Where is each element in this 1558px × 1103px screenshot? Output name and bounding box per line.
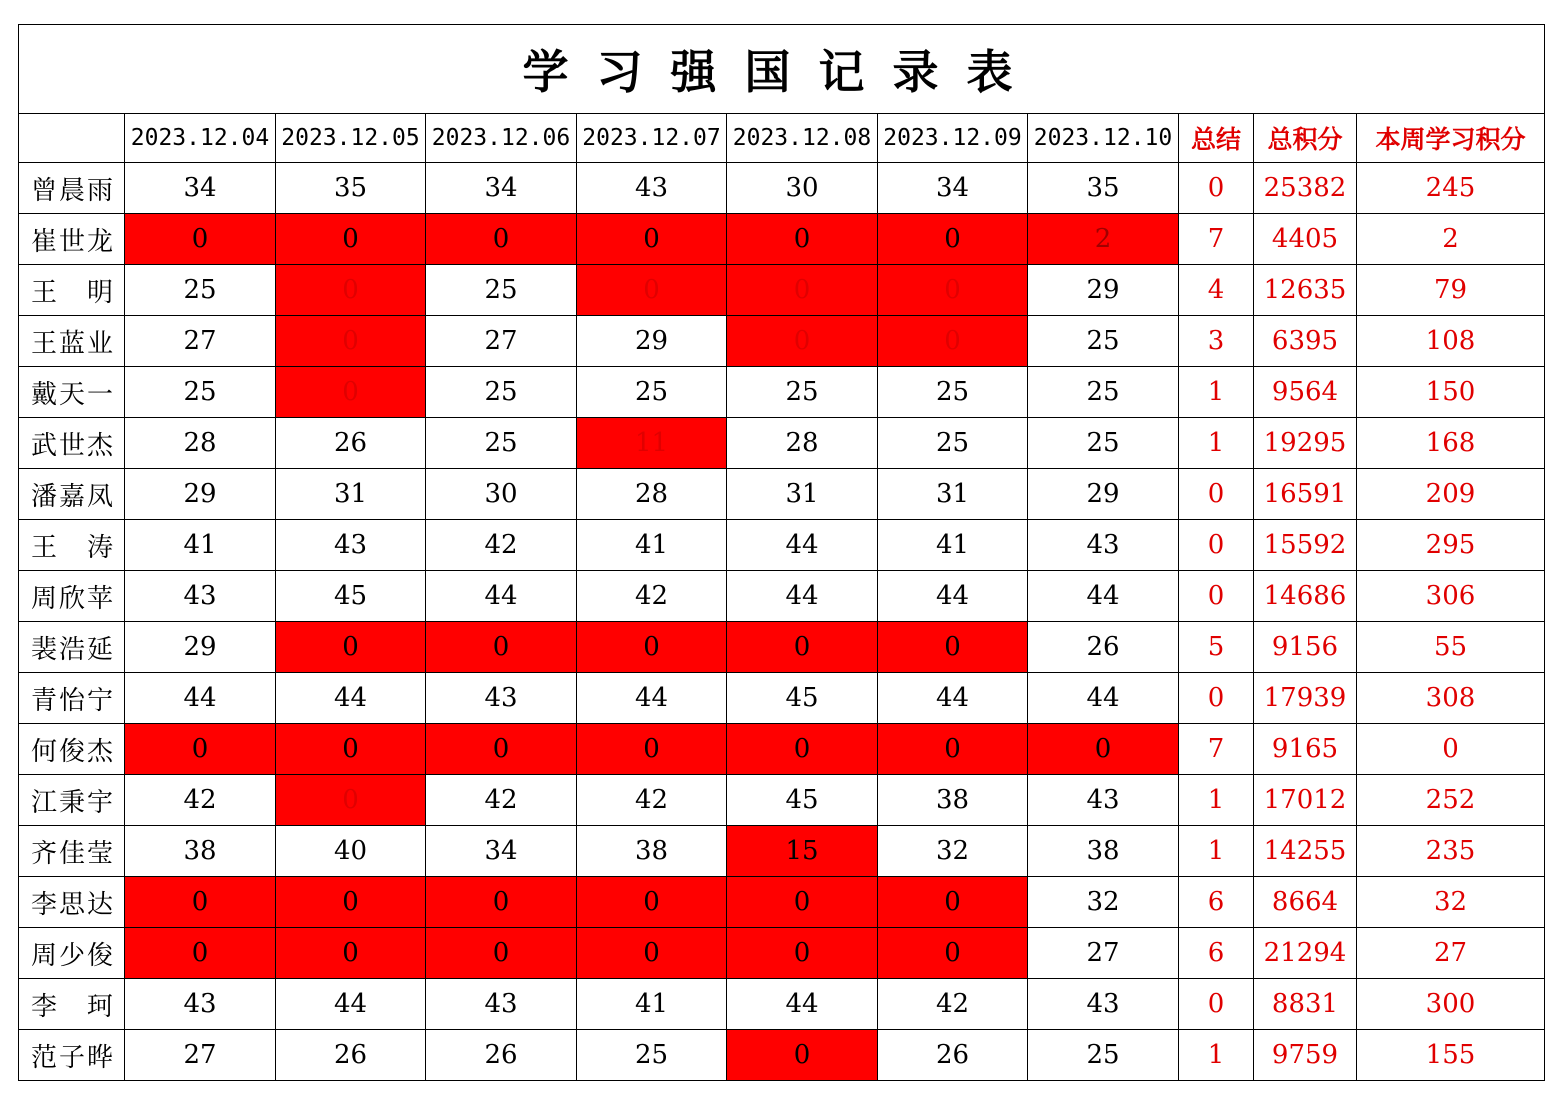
- table-row: [19, 622, 1545, 673]
- daily-score-cell[interactable]: 0: [125, 877, 276, 928]
- summary-cell[interactable]: 4: [1179, 265, 1254, 316]
- daily-score-cell[interactable]: 35: [1028, 163, 1179, 214]
- week-points-cell[interactable]: 306: [1357, 571, 1545, 622]
- daily-score-cell[interactable]: 0: [727, 316, 878, 367]
- week-points-cell[interactable]: 79: [1357, 265, 1545, 316]
- daily-score-cell[interactable]: 25: [426, 265, 577, 316]
- daily-score-cell[interactable]: 29: [1028, 265, 1179, 316]
- total-points-cell[interactable]: 9564: [1254, 367, 1357, 418]
- table-row: [19, 418, 1545, 469]
- daily-score-cell[interactable]: 41: [577, 979, 727, 1030]
- summary-cell[interactable]: 0: [1179, 520, 1254, 571]
- daily-score-cell[interactable]: 25: [577, 1030, 727, 1081]
- daily-score-cell[interactable]: 27: [125, 316, 276, 367]
- table-row: [19, 265, 1545, 316]
- daily-score-cell[interactable]: 42: [426, 520, 577, 571]
- daily-score-cell[interactable]: 43: [1028, 979, 1179, 1030]
- table-row: [19, 214, 1545, 265]
- daily-score-cell[interactable]: 25: [1028, 418, 1179, 469]
- daily-score-cell[interactable]: 0: [276, 877, 426, 928]
- table-row: [19, 1030, 1545, 1081]
- daily-score-cell[interactable]: 0: [727, 265, 878, 316]
- member-name-cell[interactable]: 江秉宇: [19, 775, 125, 826]
- daily-score-cell[interactable]: 35: [276, 163, 426, 214]
- member-name-cell[interactable]: 戴天一: [19, 367, 125, 418]
- member-name-cell[interactable]: 周少俊: [19, 928, 125, 979]
- total-points-cell[interactable]: 8664: [1254, 877, 1357, 928]
- header-row: [19, 114, 1545, 163]
- summary-cell[interactable]: 1: [1179, 418, 1254, 469]
- member-name-cell[interactable]: 齐佳莹: [19, 826, 125, 877]
- daily-score-cell[interactable]: 38: [1028, 826, 1179, 877]
- table-row: [19, 367, 1545, 418]
- daily-score-cell[interactable]: 44: [577, 673, 727, 724]
- daily-score-cell[interactable]: 29: [577, 316, 727, 367]
- daily-score-cell[interactable]: 0: [276, 724, 426, 775]
- daily-score-cell[interactable]: 0: [727, 877, 878, 928]
- daily-score-cell[interactable]: 43: [125, 979, 276, 1030]
- total-points-cell[interactable]: 12635: [1254, 265, 1357, 316]
- daily-score-cell[interactable]: 38: [125, 826, 276, 877]
- daily-score-cell[interactable]: 44: [125, 673, 276, 724]
- daily-score-cell[interactable]: 44: [276, 979, 426, 1030]
- daily-score-cell[interactable]: 25: [1028, 316, 1179, 367]
- header-date[interactable]: 2023.12.06: [426, 114, 577, 163]
- table-row: [19, 979, 1545, 1030]
- daily-score-cell[interactable]: 44: [727, 979, 878, 1030]
- daily-score-cell[interactable]: 25: [125, 265, 276, 316]
- daily-score-cell[interactable]: 25: [577, 367, 727, 418]
- daily-score-cell[interactable]: 44: [426, 571, 577, 622]
- daily-score-cell[interactable]: 38: [577, 826, 727, 877]
- summary-cell[interactable]: 0: [1179, 469, 1254, 520]
- summary-cell[interactable]: 1: [1179, 826, 1254, 877]
- daily-score-cell[interactable]: 45: [276, 571, 426, 622]
- table-row: [19, 826, 1545, 877]
- header-date[interactable]: 2023.12.05: [276, 114, 426, 163]
- summary-cell[interactable]: 0: [1179, 571, 1254, 622]
- daily-score-cell[interactable]: 40: [276, 826, 426, 877]
- header-date[interactable]: 2023.12.08: [727, 114, 878, 163]
- daily-score-cell[interactable]: 28: [577, 469, 727, 520]
- member-name-cell[interactable]: 曾晨雨: [19, 163, 125, 214]
- daily-score-cell[interactable]: 43: [125, 571, 276, 622]
- table-row: [19, 316, 1545, 367]
- header-date[interactable]: 2023.12.04: [125, 114, 276, 163]
- header-date[interactable]: 2023.12.09: [878, 114, 1028, 163]
- daily-score-cell[interactable]: 45: [727, 775, 878, 826]
- daily-score-cell[interactable]: 42: [426, 775, 577, 826]
- total-points-cell[interactable]: 19295: [1254, 418, 1357, 469]
- daily-score-cell[interactable]: 44: [276, 673, 426, 724]
- daily-score-cell[interactable]: 42: [577, 571, 727, 622]
- daily-score-cell[interactable]: 44: [727, 520, 878, 571]
- daily-score-cell[interactable]: 25: [125, 367, 276, 418]
- header-corner: [19, 114, 125, 163]
- daily-score-cell[interactable]: 0: [426, 214, 577, 265]
- member-name-cell[interactable]: 周欣苹: [19, 571, 125, 622]
- total-points-cell[interactable]: 9759: [1254, 1030, 1357, 1081]
- daily-score-cell[interactable]: 42: [577, 775, 727, 826]
- table-row: [19, 724, 1545, 775]
- table-row: [19, 928, 1545, 979]
- daily-score-cell[interactable]: 0: [727, 214, 878, 265]
- total-points-cell[interactable]: 9165: [1254, 724, 1357, 775]
- table-row: [19, 520, 1545, 571]
- daily-score-cell[interactable]: 41: [878, 520, 1028, 571]
- daily-score-cell[interactable]: 29: [1028, 469, 1179, 520]
- header-date[interactable]: 2023.12.07: [577, 114, 727, 163]
- daily-score-cell[interactable]: 0: [878, 316, 1028, 367]
- header-summary[interactable]: 总结: [1179, 114, 1254, 163]
- daily-score-cell[interactable]: 0: [577, 928, 727, 979]
- daily-score-cell[interactable]: 28: [125, 418, 276, 469]
- table-row: [19, 163, 1545, 214]
- total-points-cell[interactable]: 8831: [1254, 979, 1357, 1030]
- daily-score-cell[interactable]: 15: [727, 826, 878, 877]
- member-name-cell[interactable]: 崔世龙: [19, 214, 125, 265]
- week-points-cell[interactable]: 0: [1357, 724, 1545, 775]
- daily-score-cell[interactable]: 29: [125, 469, 276, 520]
- total-points-cell[interactable]: 4405: [1254, 214, 1357, 265]
- daily-score-cell[interactable]: 25: [426, 418, 577, 469]
- member-name-cell[interactable]: 王蓝业: [19, 316, 125, 367]
- week-points-cell[interactable]: 2: [1357, 214, 1545, 265]
- daily-score-cell[interactable]: 0: [878, 928, 1028, 979]
- total-points-cell[interactable]: 17939: [1254, 673, 1357, 724]
- member-name-cell[interactable]: 王 明: [19, 265, 125, 316]
- daily-score-cell[interactable]: 0: [125, 928, 276, 979]
- member-name-cell[interactable]: 李思达: [19, 877, 125, 928]
- week-points-cell[interactable]: 300: [1357, 979, 1545, 1030]
- summary-cell[interactable]: 1: [1179, 367, 1254, 418]
- daily-score-cell[interactable]: 25: [878, 418, 1028, 469]
- daily-score-cell[interactable]: 31: [878, 469, 1028, 520]
- week-points-cell[interactable]: 55: [1357, 622, 1545, 673]
- week-points-cell[interactable]: 32: [1357, 877, 1545, 928]
- daily-score-cell[interactable]: 44: [1028, 673, 1179, 724]
- daily-score-cell[interactable]: 44: [727, 571, 878, 622]
- daily-score-cell[interactable]: 25: [1028, 367, 1179, 418]
- member-name-cell[interactable]: 青怡宁: [19, 673, 125, 724]
- summary-cell[interactable]: 1: [1179, 775, 1254, 826]
- summary-cell[interactable]: 0: [1179, 979, 1254, 1030]
- member-name-cell[interactable]: 何俊杰: [19, 724, 125, 775]
- daily-score-cell[interactable]: 0: [878, 214, 1028, 265]
- member-name-cell[interactable]: 武世杰: [19, 418, 125, 469]
- daily-score-cell[interactable]: 25: [727, 367, 878, 418]
- daily-score-cell[interactable]: 44: [878, 673, 1028, 724]
- daily-score-cell[interactable]: 26: [878, 1030, 1028, 1081]
- table-title: 学习强国记录表: [19, 25, 1545, 114]
- daily-score-cell[interactable]: 0: [577, 724, 727, 775]
- daily-score-cell[interactable]: 32: [1028, 877, 1179, 928]
- daily-score-cell[interactable]: 0: [276, 928, 426, 979]
- daily-score-cell[interactable]: 30: [727, 163, 878, 214]
- header-date[interactable]: 2023.12.10: [1028, 114, 1179, 163]
- total-points-cell[interactable]: 21294: [1254, 928, 1357, 979]
- daily-score-cell[interactable]: 43: [276, 520, 426, 571]
- total-points-cell[interactable]: 14255: [1254, 826, 1357, 877]
- daily-score-cell[interactable]: 2: [1028, 214, 1179, 265]
- week-points-cell[interactable]: 155: [1357, 1030, 1545, 1081]
- table-row: [19, 469, 1545, 520]
- week-points-cell[interactable]: 308: [1357, 673, 1545, 724]
- daily-score-cell[interactable]: 0: [125, 724, 276, 775]
- total-points-cell[interactable]: 25382: [1254, 163, 1357, 214]
- daily-score-cell[interactable]: 27: [1028, 928, 1179, 979]
- daily-score-cell[interactable]: 27: [125, 1030, 276, 1081]
- daily-score-cell[interactable]: 0: [276, 775, 426, 826]
- daily-score-cell[interactable]: 0: [878, 877, 1028, 928]
- daily-score-cell[interactable]: 0: [426, 877, 577, 928]
- daily-score-cell[interactable]: 0: [276, 367, 426, 418]
- daily-score-cell[interactable]: 29: [125, 622, 276, 673]
- total-points-cell[interactable]: 17012: [1254, 775, 1357, 826]
- daily-score-cell[interactable]: 44: [1028, 571, 1179, 622]
- daily-score-cell[interactable]: 25: [1028, 1030, 1179, 1081]
- daily-score-cell[interactable]: 42: [878, 979, 1028, 1030]
- daily-score-cell[interactable]: 41: [577, 520, 727, 571]
- daily-score-cell[interactable]: 34: [878, 163, 1028, 214]
- member-name-cell[interactable]: 潘嘉凤: [19, 469, 125, 520]
- daily-score-cell[interactable]: 34: [426, 163, 577, 214]
- daily-score-cell[interactable]: 41: [125, 520, 276, 571]
- daily-score-cell[interactable]: 0: [577, 877, 727, 928]
- daily-score-cell[interactable]: 0: [1028, 724, 1179, 775]
- total-points-cell[interactable]: 9156: [1254, 622, 1357, 673]
- summary-cell[interactable]: 1: [1179, 1030, 1254, 1081]
- member-name-cell[interactable]: 裴浩延: [19, 622, 125, 673]
- daily-score-cell[interactable]: 0: [727, 724, 878, 775]
- total-points-cell[interactable]: 14686: [1254, 571, 1357, 622]
- daily-score-cell[interactable]: 0: [727, 928, 878, 979]
- daily-score-cell[interactable]: 0: [878, 724, 1028, 775]
- daily-score-cell[interactable]: 0: [426, 622, 577, 673]
- daily-score-cell[interactable]: 0: [426, 928, 577, 979]
- total-points-cell[interactable]: 15592: [1254, 520, 1357, 571]
- daily-score-cell[interactable]: 0: [727, 622, 878, 673]
- daily-score-cell[interactable]: 0: [276, 316, 426, 367]
- daily-score-cell[interactable]: 0: [276, 265, 426, 316]
- daily-score-cell[interactable]: 0: [878, 622, 1028, 673]
- daily-score-cell[interactable]: 26: [426, 1030, 577, 1081]
- week-points-cell[interactable]: 252: [1357, 775, 1545, 826]
- summary-cell[interactable]: 0: [1179, 673, 1254, 724]
- summary-cell[interactable]: 6: [1179, 877, 1254, 928]
- table-row: [19, 775, 1545, 826]
- daily-score-cell[interactable]: 0: [577, 214, 727, 265]
- daily-score-cell[interactable]: 31: [727, 469, 878, 520]
- week-points-cell[interactable]: 245: [1357, 163, 1545, 214]
- summary-cell[interactable]: 5: [1179, 622, 1254, 673]
- daily-score-cell[interactable]: 34: [125, 163, 276, 214]
- daily-score-cell[interactable]: 28: [727, 418, 878, 469]
- week-points-cell[interactable]: 27: [1357, 928, 1545, 979]
- summary-cell[interactable]: 3: [1179, 316, 1254, 367]
- summary-cell[interactable]: 7: [1179, 724, 1254, 775]
- member-name-cell[interactable]: 范子晔: [19, 1030, 125, 1081]
- daily-score-cell[interactable]: 26: [1028, 622, 1179, 673]
- daily-score-cell[interactable]: 43: [426, 673, 577, 724]
- total-points-cell[interactable]: 16591: [1254, 469, 1357, 520]
- week-points-cell[interactable]: 168: [1357, 418, 1545, 469]
- daily-score-cell[interactable]: 30: [426, 469, 577, 520]
- record-table: [18, 24, 1545, 1081]
- daily-score-cell[interactable]: 0: [426, 724, 577, 775]
- summary-cell[interactable]: 6: [1179, 928, 1254, 979]
- week-points-cell[interactable]: 295: [1357, 520, 1545, 571]
- header-total-points[interactable]: 总积分: [1254, 114, 1357, 163]
- summary-cell[interactable]: 0: [1179, 163, 1254, 214]
- daily-score-cell[interactable]: 25: [426, 367, 577, 418]
- daily-score-cell[interactable]: 43: [1028, 520, 1179, 571]
- daily-score-cell[interactable]: 27: [426, 316, 577, 367]
- table-row: [19, 673, 1545, 724]
- daily-score-cell[interactable]: 44: [878, 571, 1028, 622]
- daily-score-cell[interactable]: 32: [878, 826, 1028, 877]
- daily-score-cell[interactable]: 43: [426, 979, 577, 1030]
- daily-score-cell[interactable]: 26: [276, 1030, 426, 1081]
- daily-score-cell[interactable]: 0: [577, 622, 727, 673]
- daily-score-cell[interactable]: 34: [426, 826, 577, 877]
- daily-score-cell[interactable]: 0: [125, 214, 276, 265]
- total-points-cell[interactable]: 6395: [1254, 316, 1357, 367]
- daily-score-cell[interactable]: 0: [276, 622, 426, 673]
- table-row: [19, 877, 1545, 928]
- daily-score-cell[interactable]: 0: [727, 1030, 878, 1081]
- daily-score-cell[interactable]: 0: [276, 214, 426, 265]
- daily-score-cell[interactable]: 38: [878, 775, 1028, 826]
- week-points-cell[interactable]: 150: [1357, 367, 1545, 418]
- daily-score-cell[interactable]: 26: [276, 418, 426, 469]
- header-week-points[interactable]: 本周学习积分: [1357, 114, 1545, 163]
- daily-score-cell[interactable]: 43: [577, 163, 727, 214]
- table-row: [19, 571, 1545, 622]
- week-points-cell[interactable]: 209: [1357, 469, 1545, 520]
- daily-score-cell[interactable]: 31: [276, 469, 426, 520]
- daily-score-cell[interactable]: 25: [878, 367, 1028, 418]
- week-points-cell[interactable]: 235: [1357, 826, 1545, 877]
- daily-score-cell[interactable]: 42: [125, 775, 276, 826]
- week-points-cell[interactable]: 108: [1357, 316, 1545, 367]
- daily-score-cell[interactable]: 45: [727, 673, 878, 724]
- summary-cell[interactable]: 7: [1179, 214, 1254, 265]
- daily-score-cell[interactable]: 0: [878, 265, 1028, 316]
- member-name-cell[interactable]: 李 珂: [19, 979, 125, 1030]
- daily-score-cell[interactable]: 0: [577, 265, 727, 316]
- daily-score-cell[interactable]: 43: [1028, 775, 1179, 826]
- member-name-cell[interactable]: 王 涛: [19, 520, 125, 571]
- daily-score-cell[interactable]: 11: [577, 418, 727, 469]
